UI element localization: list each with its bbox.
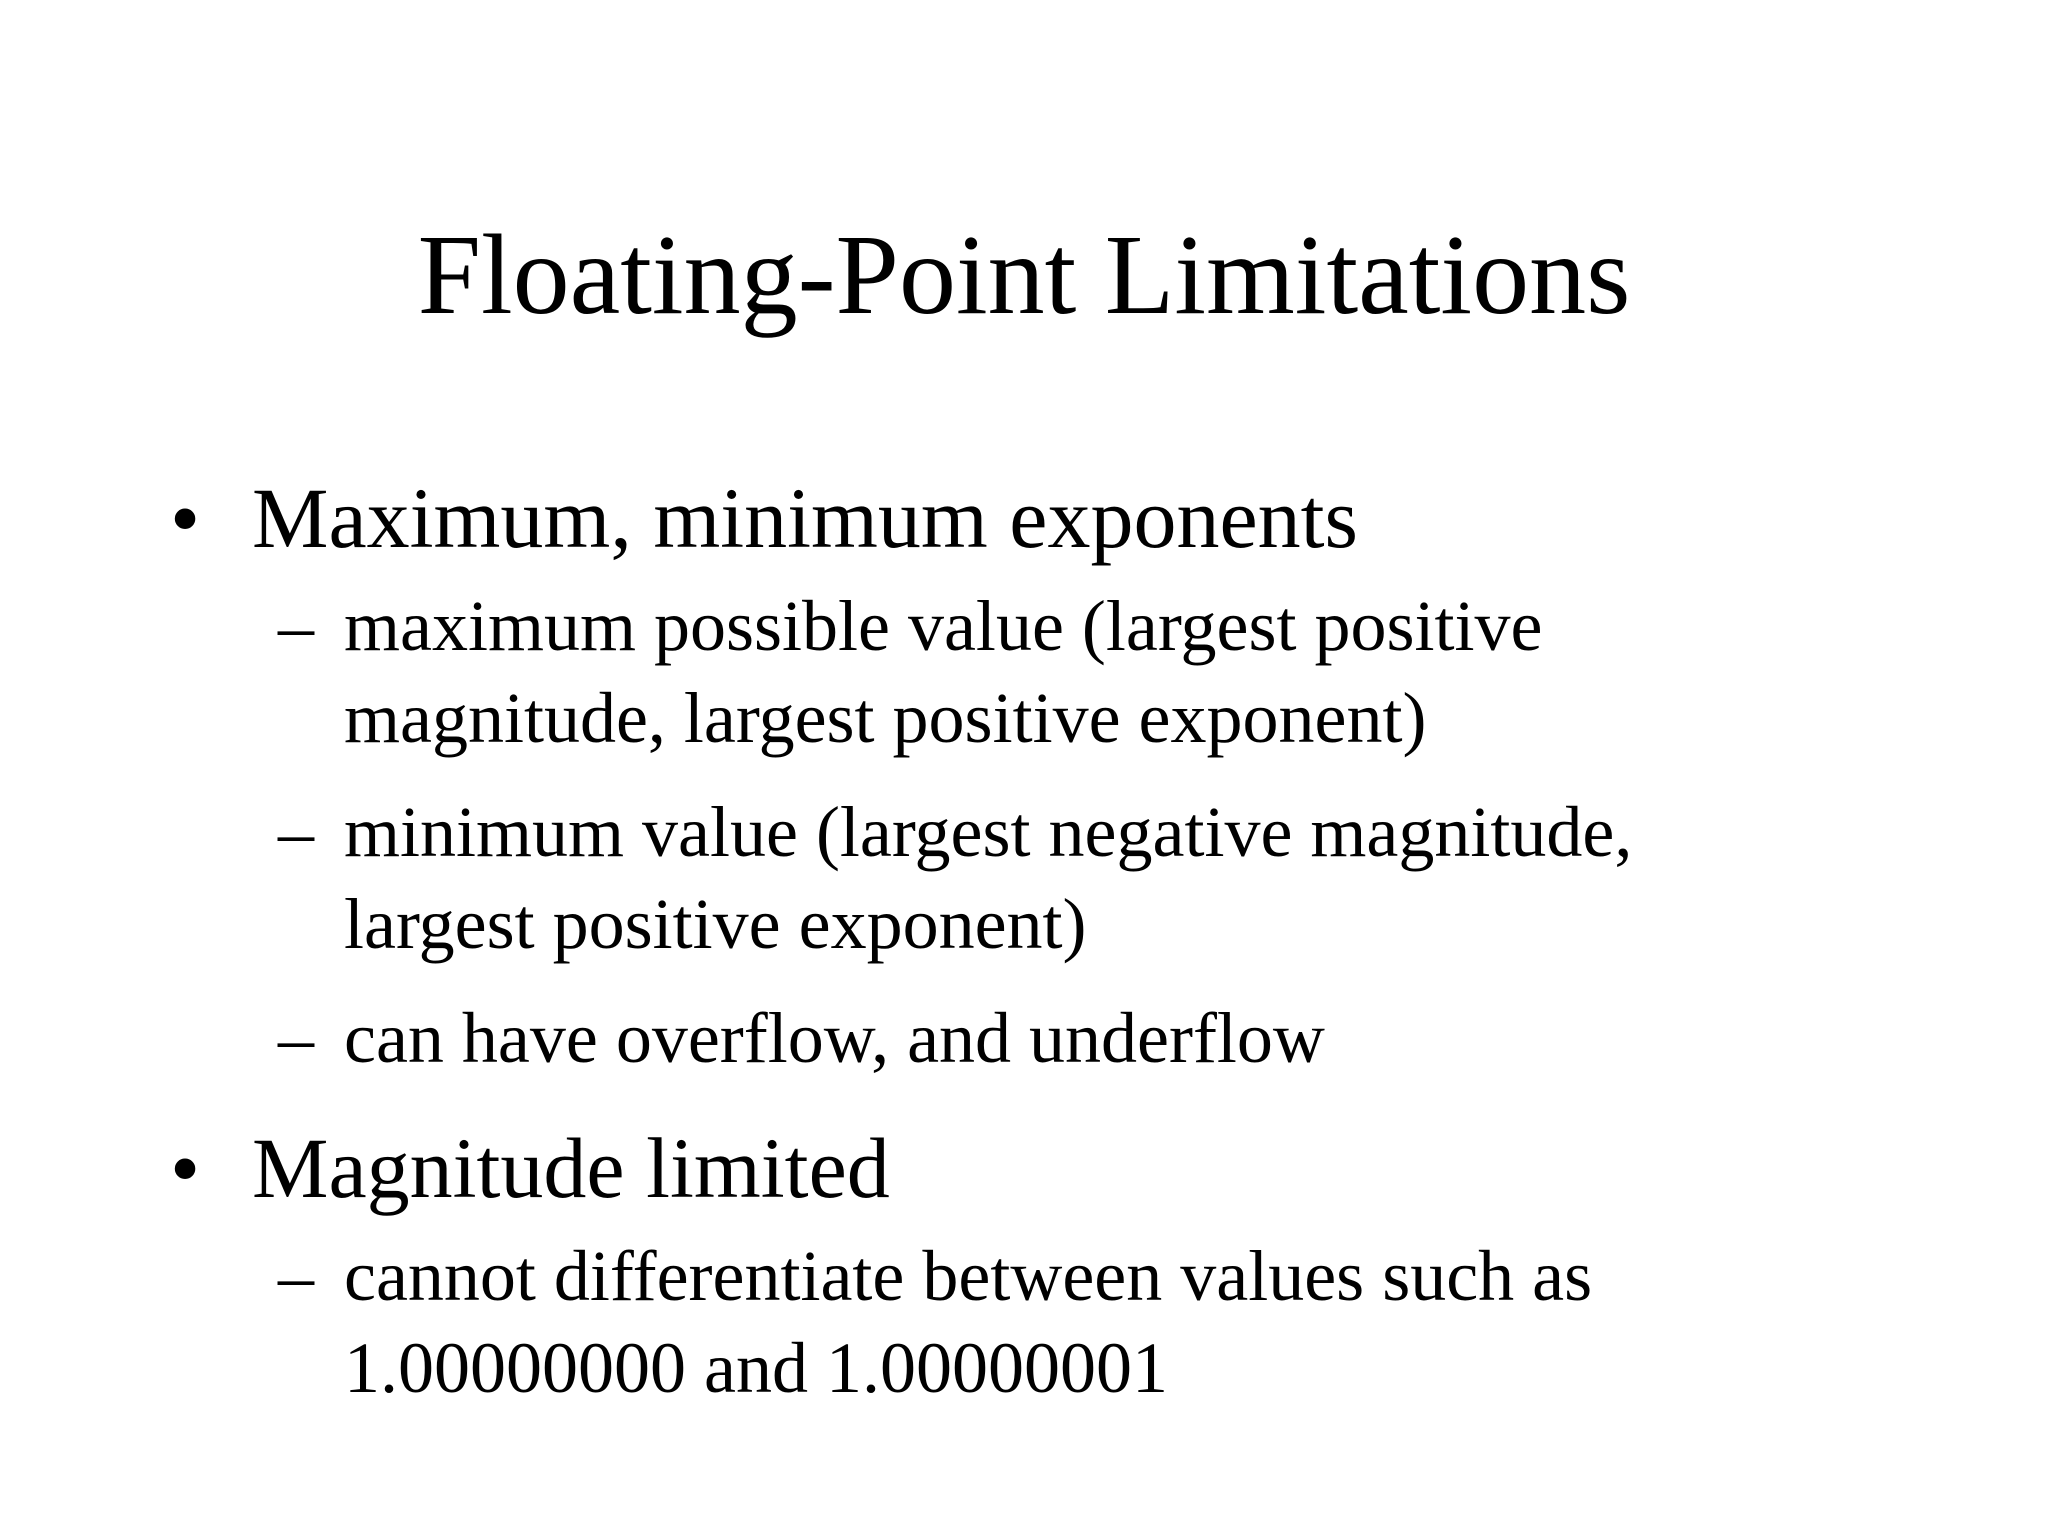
dash-icon: – <box>278 998 314 1078</box>
sub-item <box>278 580 1870 764</box>
bullet-text: Magnitude limited <box>252 1120 890 1216</box>
bullet-item <box>170 1118 1870 1218</box>
bullet-icon: • <box>170 1120 201 1216</box>
sub-list <box>278 1230 1870 1414</box>
dash-icon: – <box>278 792 314 872</box>
slide-body <box>170 468 1870 1436</box>
sub-item <box>278 786 1870 970</box>
bullet-text: Maximum, minimum exponents <box>252 470 1358 566</box>
bullet-icon: • <box>170 470 201 566</box>
bullet-item <box>170 468 1870 568</box>
slide-title: Floating-Point Limitations <box>417 211 1631 338</box>
spacer <box>170 1106 1870 1118</box>
dash-icon: – <box>278 1236 314 1316</box>
sub-item <box>278 992 1870 1084</box>
sub-item-text: minimum value (largest negative magnitude, largest positive exponent) <box>344 792 1633 964</box>
sub-list <box>278 580 1870 1084</box>
sub-item <box>278 1230 1870 1414</box>
dash-icon: – <box>278 586 314 666</box>
sub-item-text: cannot differentiate between values such as 1.00000000 and 1.00000001 <box>344 1236 1593 1408</box>
sub-item-text: maximum possible value (largest positive magnitude, largest positive exponent) <box>344 586 1543 758</box>
sub-item-text: can have overflow, and underflow <box>344 998 1325 1078</box>
